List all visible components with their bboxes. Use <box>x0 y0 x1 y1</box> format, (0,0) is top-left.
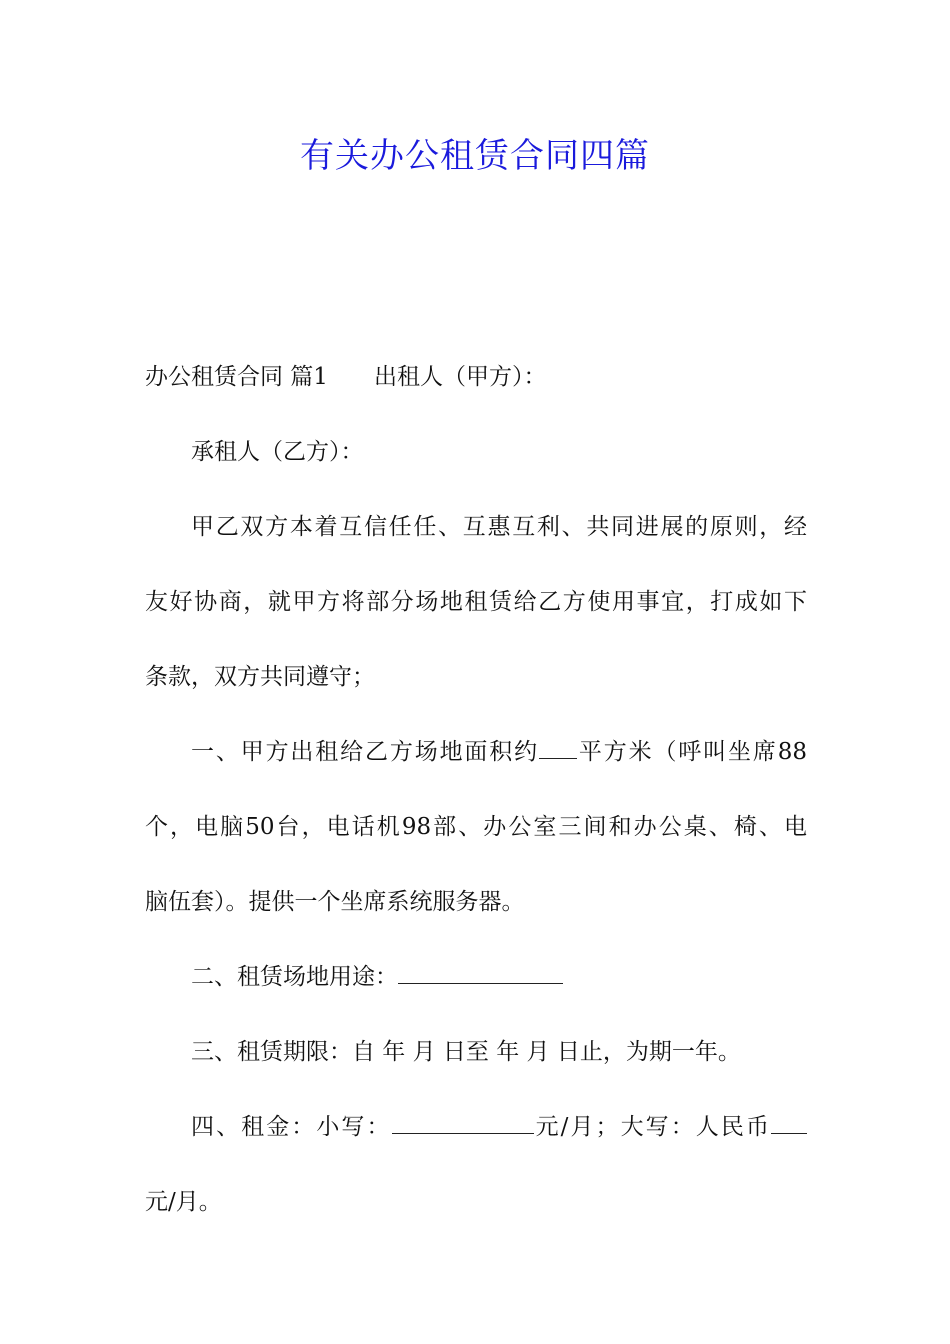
paragraph-line: 友好协商，就甲方将部分场地租赁给乙方使用事宜，打成如下 <box>145 589 807 615</box>
clause-three-line: 三、租赁期限：自 年 月 日至 年 月 日止，为期一年。 <box>191 1039 741 1065</box>
paragraph-line: 甲乙双方本着互信任任、互惠互利、共同进展的原则，经 <box>191 514 807 540</box>
contract-section-label: 办公租赁合同 篇1 <box>145 364 328 390</box>
usage-blank <box>398 963 563 984</box>
paragraph-line: 个，电脑50台，电话机98部、办公室三间和办公桌、椅、电 <box>145 814 807 840</box>
rent-words-blank <box>771 1113 807 1134</box>
document-title: 有关办公租赁合同四篇 <box>300 136 650 176</box>
clause-four-line: 四、租金：小写： 元/月；大写：人民币 <box>145 1090 807 1165</box>
paragraph-line: 元/月。 <box>145 1189 222 1215</box>
paragraph-line: 脑伍套）。提供一个坐席系统服务器。 <box>145 889 525 915</box>
area-blank <box>539 738 577 759</box>
lessee-label: 承租人（乙方）： <box>191 439 364 465</box>
clause-two-line: 二、租赁场地用途： <box>145 940 807 1015</box>
contract-body <box>145 340 807 1240</box>
lessor-label: 出租人（甲方）： <box>373 364 547 390</box>
rent-figure-blank <box>392 1113 534 1134</box>
contract-heading-line <box>145 340 807 415</box>
clause-one-line: 一、甲方出租给乙方场地面积约 平方米（呼叫坐席88 <box>191 739 807 765</box>
paragraph-line: 条款，双方共同遵守； <box>145 664 375 690</box>
